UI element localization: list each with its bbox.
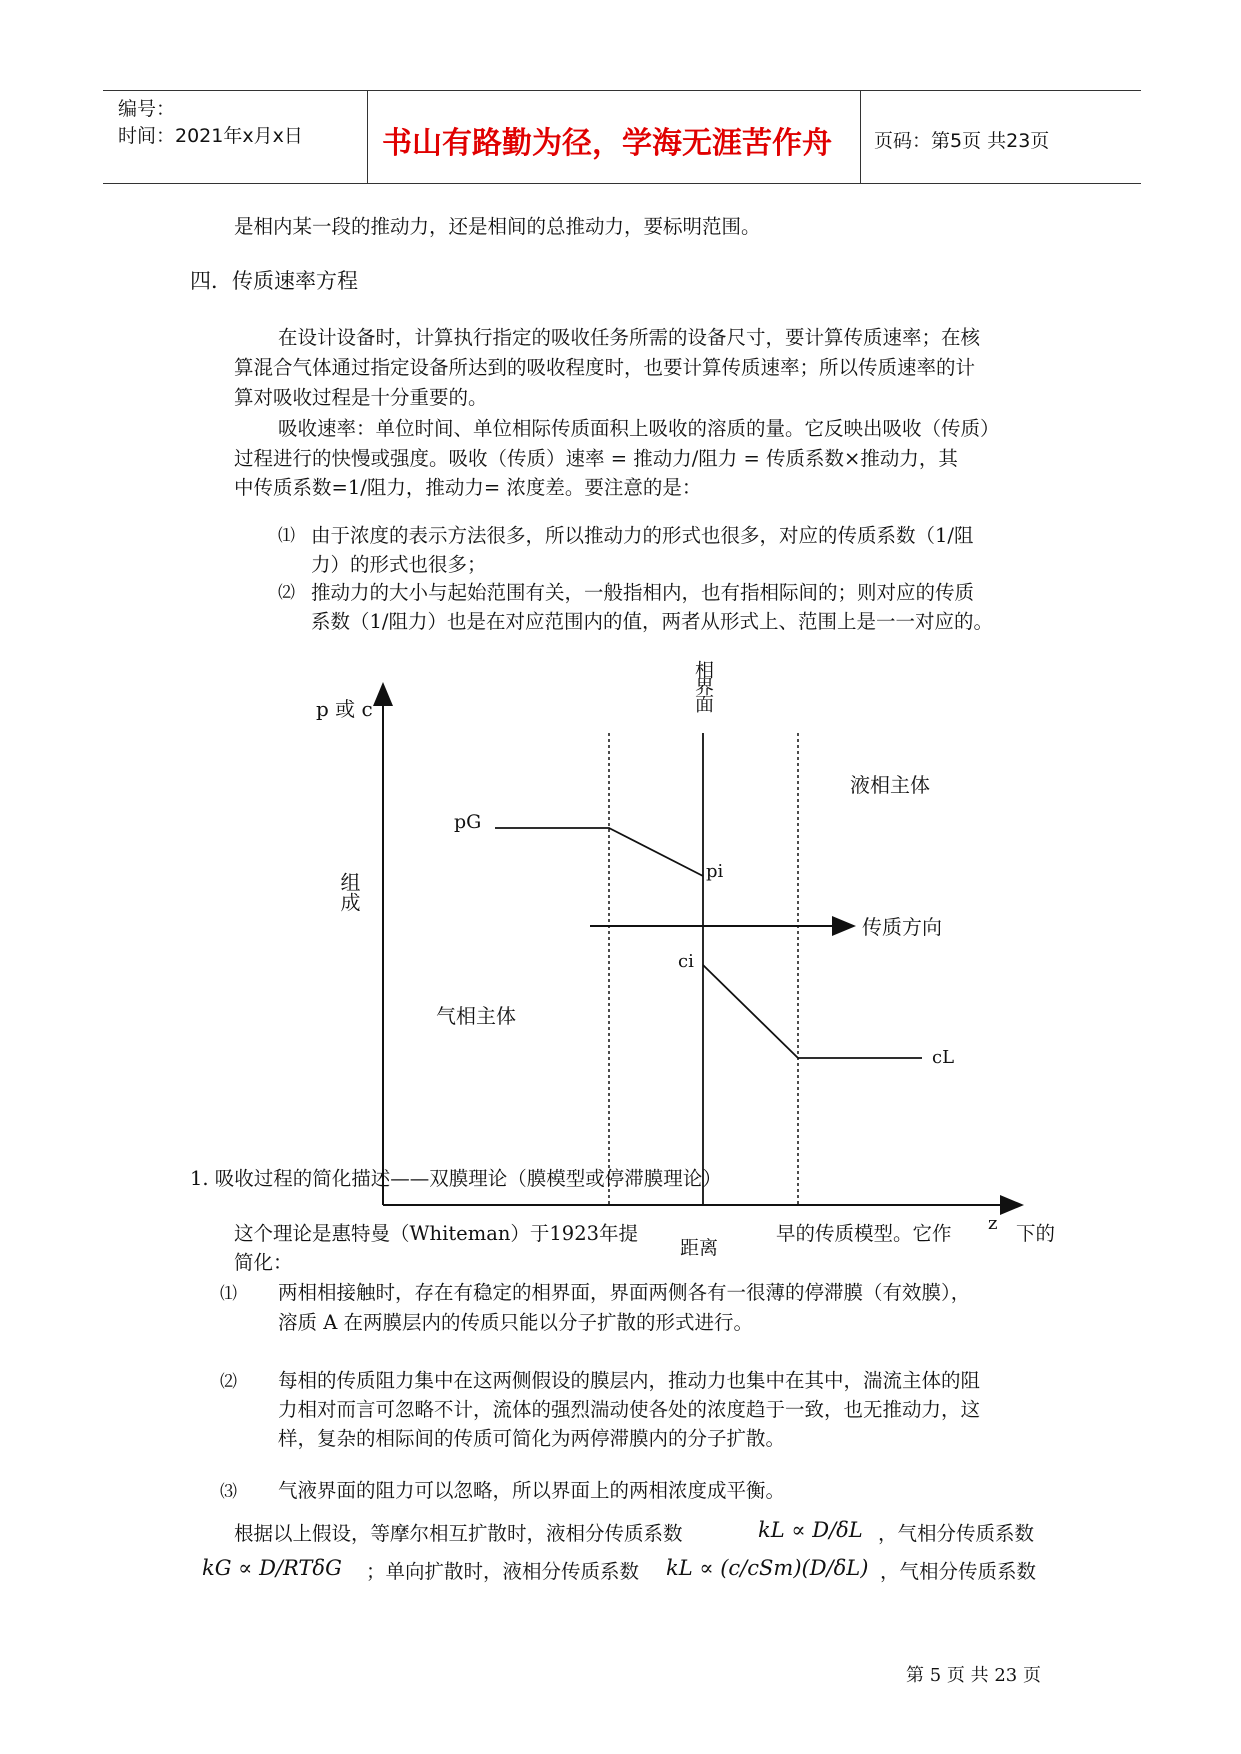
pi-label: pi [706,861,724,882]
note2-line1: 推动力的大小与起始范围有关，一般指相内，也有指相际间的；则对应的传质 [311,581,975,604]
header-number: 编号： [118,98,176,120]
assumption2-line1: 每相的传质阻力集中在这两侧假设的膜层内，推动力也集中在其中，湍流主体的阻 [278,1369,981,1392]
para1-line3: 算对吸收过程是十分重要的。 [234,386,488,409]
vertical-composition-label: 组成 [337,872,361,912]
theory-line1-c: 下的 [1016,1222,1056,1245]
gas-profile [495,828,703,876]
theory-line2: 简化： [234,1251,293,1274]
para1-line1: 在设计设备时，计算执行指定的吸收任务所需的设备尺寸，要计算传质速率；在核 [278,326,981,349]
ci-label: ci [678,951,694,972]
formula-kL-unidirectional: kL ∝ (c/cSm)(D/δL) [666,1556,869,1580]
liquid-bulk-label: 液相主体 [850,773,930,797]
direction-label: 传质方向 [862,915,942,939]
page-footer: 第 5 页 共 23 页 [906,1665,1041,1686]
intro-line: 是相内某一段的推动力，还是相间的总推动力，要标明范围。 [234,215,761,238]
header-time: 时间：2021年x月x日 [118,125,303,147]
assumption2-line3: 样，复杂的相际间的传质可简化为两停滞膜内的分子扩散。 [278,1427,786,1450]
assumption3-number: ⑶ [220,1482,237,1502]
formula-line1-text-b: ，气相分传质系数 [878,1522,1035,1545]
note2-number: ⑵ [278,583,295,603]
assumption1-line1: 两相相接触时，存在有稳定的相界面，界面两侧各有一很薄的停滞膜（有效膜）， [278,1281,971,1304]
para2-line2: 过程进行的快慢或强度。吸收（传质）速率 = 推动力/阻力 = 传质系数×推动力，其 [234,447,958,470]
cL-label: cL [932,1047,955,1068]
assumption1-line2: 溶质 A 在两膜层内的传质只能以分子扩散的形式进行。 [278,1311,753,1334]
formula-line2-text-b: ，气相分传质系数 [880,1560,1037,1583]
assumption1-number: ⑴ [220,1284,237,1304]
theory-title: 1. 吸收过程的简化描述——双膜理论（膜模型或停滞膜理论） [190,1167,722,1190]
header-page: 页码：第5页 共23页 [874,130,1050,152]
assumption3-line1: 气液界面的阻力可以忽略，所以界面上的两相浓度成平衡。 [278,1479,786,1502]
formula-kG-equimolar: kG ∝ D/RTδG [202,1556,342,1580]
note1-line1: 由于浓度的表示方法很多，所以推动力的形式也很多，对应的传质系数（1/阻 [311,524,974,547]
para2-line1: 吸收速率：单位时间、单位相际传质面积上吸收的溶质的量。它反映出吸收（传质） [278,417,1000,440]
x-axis-label: 距离 [680,1237,719,1259]
section-title: 四．传质速率方程 [190,269,358,293]
x-axis-symbol: z [988,1213,998,1234]
y-axis-label: p 或 c [316,697,373,721]
formula-line2-text: ；单向扩散时，液相分传质系数 [366,1560,640,1583]
para1-line2: 算混合气体通过指定设备所达到的吸收程度时，也要计算传质速率；所以传质速率的计 [234,356,976,379]
liquid-profile [703,965,922,1058]
interface-label: 相界面 [692,660,714,711]
para2-line3: 中传质系数=1/阻力，推动力= 浓度差。要注意的是： [234,476,702,499]
assumption2-line2: 力相对而言可忽略不计，流体的强烈湍动使各处的浓度趋于一致，也无推动力，这 [278,1398,981,1421]
pG-label: pG [454,811,482,833]
formula-kL-equimolar: kL ∝ D/δL [758,1518,863,1542]
gas-bulk-label: 气相主体 [436,1004,516,1028]
theory-line1-b: 早的传质模型。它作 [776,1222,952,1245]
header-motto: 书山有路勤为径，学海无涯苦作舟 [382,126,832,161]
note1-line2: 力）的形式也很多； [311,553,487,576]
formula-line1-text: 根据以上假设，等摩尔相互扩散时，液相分传质系数 [234,1522,683,1545]
note1-number: ⑴ [278,526,295,546]
note2-line2: 系数（1/阻力）也是在对应范围内的值，两者从形式上、范围上是一一对应的。 [311,610,993,633]
theory-line1: 这个理论是惠特曼（Whiteman）于1923年提 [234,1222,639,1245]
assumption2-number: ⑵ [220,1372,237,1392]
